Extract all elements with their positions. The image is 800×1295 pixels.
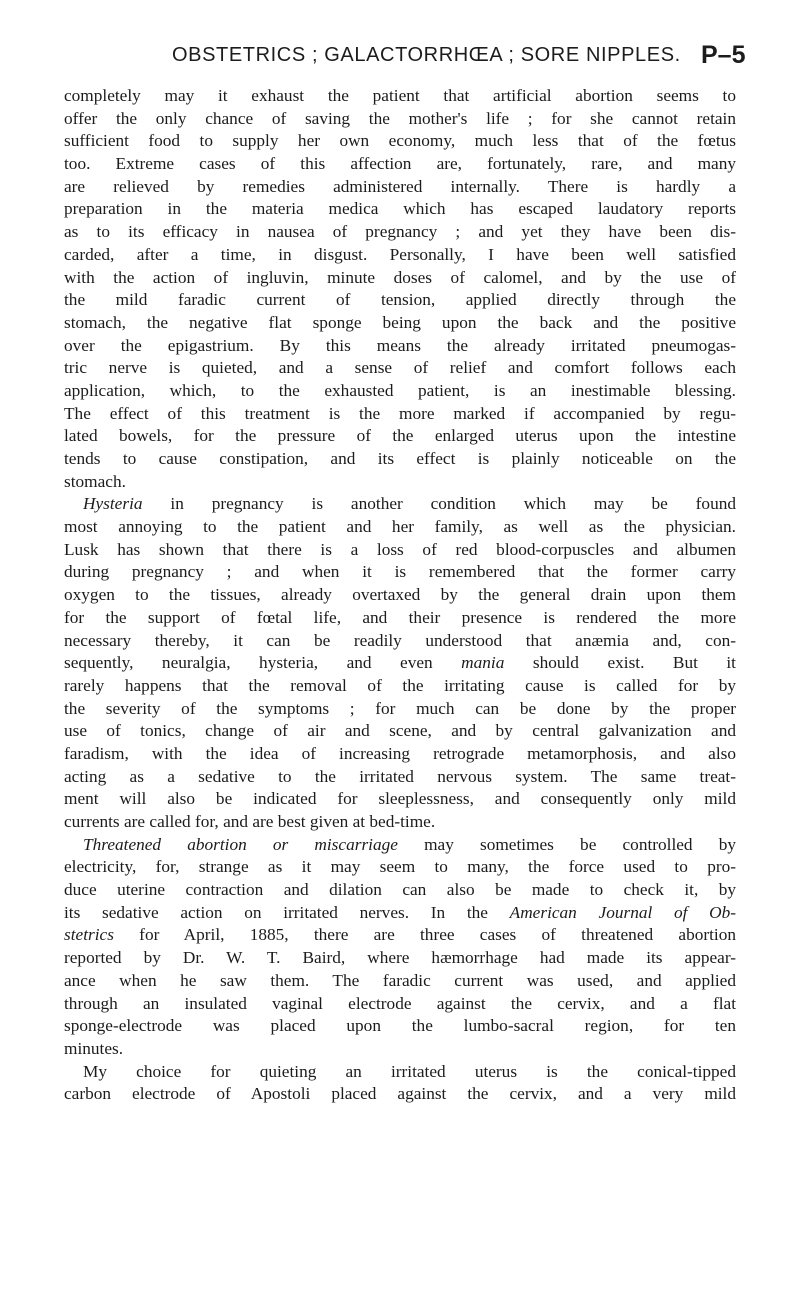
- text-line: for the support of fœtal life, and their presence is rendered the more: [64, 607, 736, 627]
- text-line: through an insulated vaginal electrode against the cervix, and a flat: [64, 993, 736, 1013]
- text-line: duce uterine contraction and dilation can also be made to check it, by: [64, 880, 736, 900]
- text-line: electricity, for, strange as it may seem to many, the force used to pro-: [64, 857, 736, 877]
- text-line: Lusk has shown that there is a loss of red blood-corpuscles and albumen: [64, 539, 736, 559]
- emphasis: American Journal of Ob-: [509, 902, 736, 922]
- text-line: with the action of ingluvin, minute doses of calomel, and by the use of: [64, 267, 736, 287]
- text-line: are relieved by remedies administered internally. There is hardly a: [64, 176, 736, 196]
- text-run: its sedative action on irritated nerves. In the: [64, 902, 510, 922]
- paragraph-1: [64, 85, 736, 493]
- text-run: should exist. But it: [504, 653, 736, 673]
- text-line: faradism, with the idea of increasing retrograde metamorphosis, and also: [64, 743, 736, 763]
- text-line: carded, after a time, in disgust. Personally, I have been well satisfied: [64, 244, 736, 264]
- emphasis: Threatened abortion or miscarriage: [83, 834, 398, 854]
- emphasis: Hysteria: [83, 494, 143, 514]
- text-line: sponge-electrode was placed upon the lumbo-sacral region, for ten: [64, 1016, 736, 1036]
- text-line: as to its efficacy in nausea of pregnancy ; and yet they have been dis-: [64, 222, 736, 242]
- text-line: stomach.: [64, 471, 126, 491]
- text-line: the severity of the symptoms ; for much can be done by the proper: [64, 698, 736, 718]
- text-run: may sometimes be controlled by: [397, 834, 736, 854]
- text-line: ment will also be indicated for sleeplessness, and consequently only mild: [64, 789, 736, 809]
- body-text: [64, 85, 736, 1106]
- text-line: carbon electrode of Apostoli placed against the cervix, and a very mild: [64, 1084, 736, 1104]
- text-line: tends to cause constipation, and its effect is plainly noticeable on the: [64, 449, 736, 468]
- text-line: [64, 493, 736, 516]
- text-line: over the epigastrium. By this means the already irritated pneumogas-: [64, 335, 736, 355]
- text-line: The effect of this treatment is the more marked if accompanied by regu-: [64, 403, 736, 423]
- text-line: offer the only chance of saving the mother's life ; for she cannot retain: [64, 108, 736, 128]
- paragraph-2: [64, 493, 736, 833]
- text-line: currents are called for, and are best given at bed-time.: [64, 812, 436, 831]
- text-line: completely may it exhaust the patient that artificial abortion seems to: [64, 86, 736, 105]
- text-line: ance when he saw them. The faradic current was used, and applied: [64, 970, 736, 990]
- text-line: oxygen to the tissues, already overtaxed by the general drain upon them: [64, 585, 736, 605]
- text-line: [64, 652, 736, 675]
- text-run: in pregnancy is another condition which may be found: [142, 494, 736, 514]
- text-line: application, which, to the exhausted patient, is an inestimable blessing.: [64, 380, 736, 400]
- text-line: reported by Dr. W. T. Baird, where hæmorrhage had made its appear-: [64, 948, 736, 968]
- text-line: too. Extreme cases of this affection are, fortunately, rare, and many: [64, 154, 736, 174]
- text-line: necessary thereby, it can be readily understood that anæmia and, con-: [64, 630, 736, 650]
- text-line: the mild faradic current of tension, applied directly through the: [64, 290, 736, 310]
- running-title: OBSTETRICS ; GALACTORRHŒA ; SORE NIPPLES.: [172, 44, 681, 66]
- paragraph-4: [64, 1061, 736, 1106]
- text-line: [64, 902, 736, 925]
- text-run: for April, 1885, there are three cases of threatened abortion: [113, 925, 736, 945]
- text-line: [64, 924, 736, 947]
- text-line: sufficient food to supply her own economy, much less that of the fœtus: [64, 131, 736, 151]
- text-line: lated bowels, for the pressure of the enlarged uterus upon the intestine: [64, 426, 736, 446]
- text-line: rarely happens that the removal of the irritating cause is called for by: [64, 675, 736, 695]
- emphasis: mania: [461, 653, 505, 673]
- text-line: My choice for quieting an irritated uterus is the conical-tipped: [83, 1061, 736, 1081]
- text-line: tric nerve is quieted, and a sense of relief and comfort follows each: [64, 358, 736, 378]
- text-line: minutes.: [64, 1038, 124, 1058]
- text-run: sequently, neuralgia, hysteria, and even: [64, 653, 462, 673]
- emphasis: stetrics: [64, 925, 114, 945]
- text-line: use of tonics, change of air and scene, and by central galvanization and: [64, 721, 736, 741]
- paragraph-3: [64, 834, 736, 1061]
- page-number: P–5: [701, 41, 746, 69]
- text-line: most annoying to the patient and her family, as well as the physician.: [64, 517, 736, 537]
- text-line: during pregnancy ; and when it is remembered that the former carry: [64, 562, 736, 582]
- text-line: preparation in the materia medica which has escaped laudatory reports: [64, 199, 736, 219]
- text-line: stomach, the negative flat sponge being upon the back and the positive: [64, 312, 736, 332]
- text-line: [64, 834, 736, 857]
- text-line: acting as a sedative to the irritated nervous system. The same treat-: [64, 766, 736, 786]
